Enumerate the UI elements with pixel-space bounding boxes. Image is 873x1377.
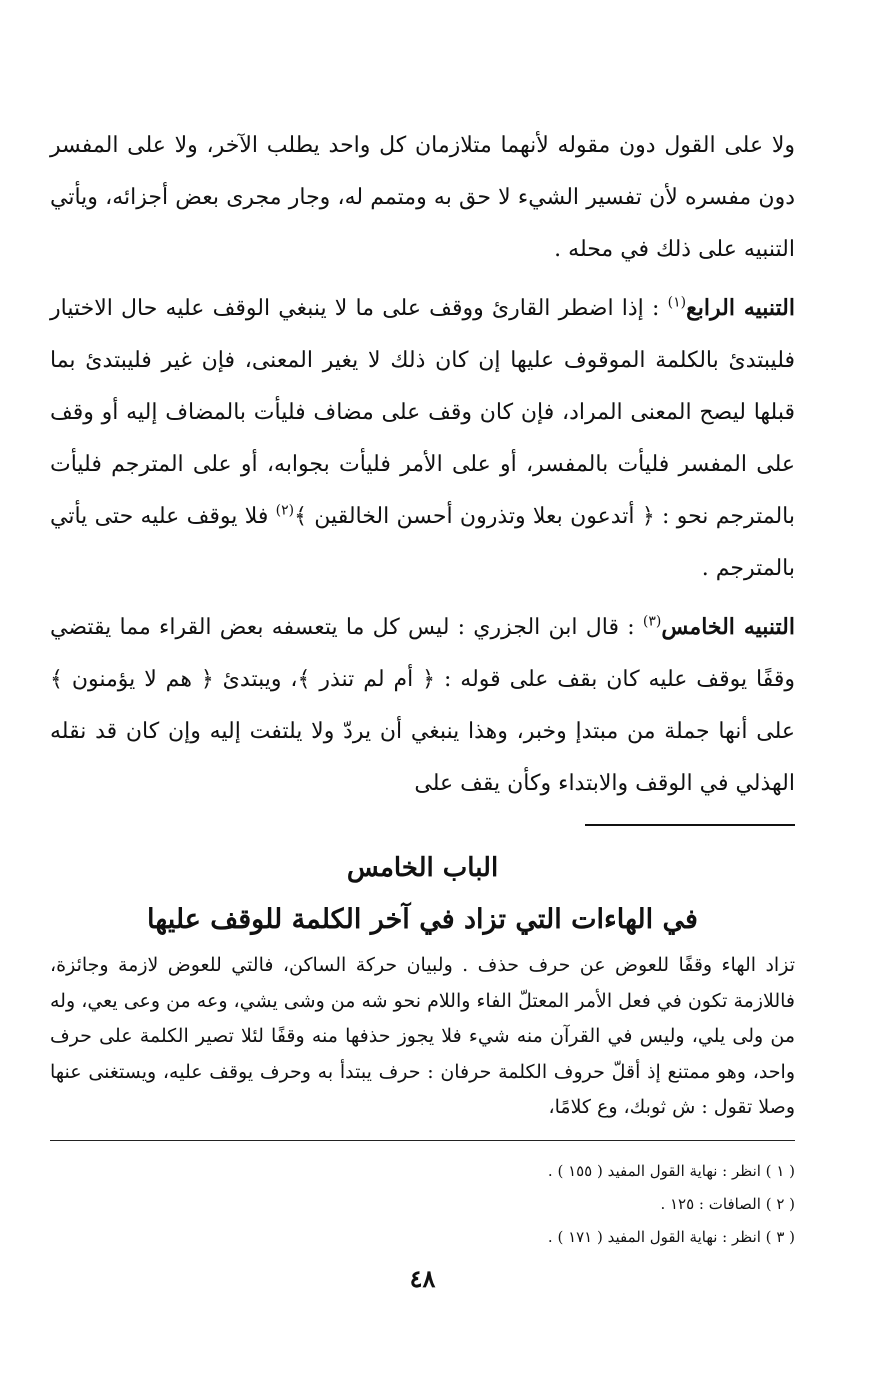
footnote-ref-1[interactable]: (١) — [667, 294, 687, 311]
book-page — [50, 120, 795, 1360]
chapter-paragraph: تزاد الهاء وقفًا للعوض عن حرف حذف . ولبيان حركة الساكن، فالتي للعوض لازمة وجائزة، فاللازمة تكون في فعل الأمر المعتلّ الفاء واللام نحو شه من وشى يشي، وعه من وعى يعي، وله من ولى يلي، وليس في القرآن منه شيء فلا يجوز حذفها منه وقفًا لئلا تصير الكلمة على حرف واحد، وهو ممتنع إذ أقلّ حروف الكلمة حرفان : حرف يبتدأ به وحرف يوقف عليه، ويستغنى عنها وصلا تقول : ش ثوبك، وع كلامًا، — [50, 954, 795, 1118]
footnote-2: ( ٢ ) الصافات : ١٢٥ . — [660, 1194, 795, 1213]
section-term: التنبيه الخامس — [661, 614, 795, 640]
body-paragraph-2 — [50, 282, 795, 595]
paragraph-text-tail: فلا يوقف عليه حتى يأتي بالمترجم . — [50, 504, 795, 581]
paragraph-text: ولا على القول دون مقوله لأنهما متلازمان كل واحد يطلب الآخر، ولا على المفسر دون مفسره لأن تفسير الشيء لا حق به ومتمم له، وجار مجرى بعض أجزائه، ويأتي التنبيه على ذلك في محله . — [50, 133, 795, 262]
footnote-ref-3[interactable]: (٣) — [642, 613, 662, 630]
chapter-subtitle: في الهاءات التي تزاد في آخر الكلمة للوقف عليها — [147, 904, 698, 935]
footnote-1: ( ١ ) انظر : نهاية القول المفيد ( ١٥٥ ) . — [547, 1161, 795, 1180]
footnote-separator — [50, 1140, 795, 1141]
section-term: التنبيه الرابع — [686, 295, 795, 321]
page-number: ٤٨ — [409, 1263, 436, 1293]
footnote-3: ( ٣ ) انظر : نهاية القول المفيد ( ١٧١ ) . — [547, 1227, 795, 1246]
paragraph-text: : قال ابن الجزري : ليس كل ما يتعسفه بعض القراء مما يقتضي وقفًا يوقف عليه كان بقف على قوله : ﴿ أم لم تنذر ﴾، ويبتدئ ﴿ هم لا يؤمنون ﴾ على أنها جملة من مبتدإ وخبر، وهذا ينبغي أن يردّ ولا يلتفت إليه وإن كان قد نقله الهذلي في الوقف والابتداء وكأن يقف على — [50, 615, 795, 796]
body-paragraph-3 — [50, 601, 795, 810]
section-divider — [585, 824, 795, 826]
body-paragraph-1 — [50, 120, 795, 276]
chapter-title: الباب الخامس — [346, 853, 499, 883]
paragraph-text: : إذا اضطر القارئ ووقف على ما لا ينبغي الوقف عليه حال الاختيار فليبتدئ بالكلمة الموقوف عليها إن كان ذلك لا يغير المعنى، فإن غير فليبتدئ بما قبلها ليصح المعنى المراد، فإن كان وقف على مضاف فليأت بالمضاف إليه أو وقف على المفسر فليأت بالمفسر، أو على الأمر فليأت بجوابه، أو على المترجم فليأت بالمترجم نحو : ﴿ أتدعون بعلا وتذرون أحسن الخالقين ﴾ — [50, 296, 795, 529]
footnote-ref-2[interactable]: (٢) — [275, 502, 295, 519]
